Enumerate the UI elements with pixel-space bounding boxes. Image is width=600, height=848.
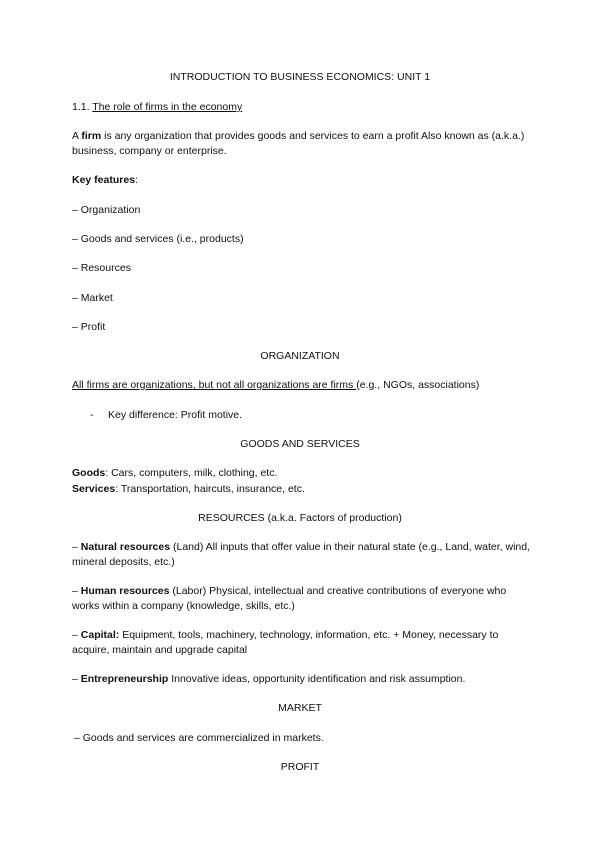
- resource-text: (Land) All inputs that offer value in their natural state (e.g., Land, water, wind, mineral deposits, etc.): [72, 541, 530, 568]
- bullet-dash: -: [90, 409, 94, 421]
- services-text: : Transportation, haircuts, insurance, etc.: [115, 483, 305, 495]
- profit-heading: PROFIT: [280, 761, 320, 773]
- key-feature-item: – Goods and services (i.e., products): [72, 233, 244, 245]
- services-label: Services: [72, 483, 116, 495]
- resource-dash: –: [72, 541, 81, 553]
- resource-item-human: [72, 584, 532, 614]
- resource-dash: –: [72, 629, 81, 641]
- section-heading: [72, 100, 532, 115]
- key-features-colon: :: [135, 174, 138, 186]
- key-features-label: Key features: [72, 174, 136, 186]
- organization-underlined: All firms are organizations, but not all organizations are firms: [72, 379, 357, 391]
- resources-heading: RESOURCES (a.k.a. Factors of production): [198, 512, 402, 524]
- resource-text: Innovative ideas, opportunity identification and risk assumption.: [168, 673, 466, 685]
- resource-item-entrepreneurship: [72, 672, 532, 687]
- resource-dash: –: [72, 585, 81, 597]
- definition-text: is any organization that provides goods and services to earn a profit Also known as (a.k.a.) business, company or enterprise.: [72, 130, 525, 157]
- resource-text: (Labor) Physical, intellectual and creative contributions of everyone who works within a company (knowledge, skills, etc.): [72, 585, 507, 612]
- goods-label: Goods: [72, 467, 106, 479]
- goods-services-heading: GOODS AND SERVICES: [240, 438, 360, 450]
- organization-statement: [72, 378, 532, 393]
- key-features-heading: [72, 173, 532, 188]
- organization-bullet: [90, 408, 550, 423]
- organization-heading: ORGANIZATION: [260, 350, 340, 362]
- resource-label: Human resources: [80, 585, 170, 597]
- resource-label: Capital:: [80, 629, 120, 641]
- section-number: 1.1.: [72, 101, 90, 113]
- services-line: [72, 482, 532, 497]
- section-title: The role of firms in the economy: [92, 101, 243, 113]
- goods-line: [72, 466, 532, 481]
- key-feature-item: – Market: [72, 292, 113, 304]
- firm-definition: [72, 129, 532, 159]
- goods-text: : Cars, computers, milk, clothing, etc.: [105, 467, 278, 479]
- market-text: – Goods and services are commercialized in markets.: [74, 732, 324, 744]
- definition-lead: A: [72, 130, 82, 142]
- organization-examples: (e.g., NGOs, associations): [356, 379, 480, 391]
- resource-text: Equipment, tools, machinery, technology, information, etc. + Money, necessary to acquire, maintain and upgrade capital: [72, 629, 499, 656]
- resource-item-capital: [72, 628, 532, 658]
- resource-dash: –: [72, 673, 81, 685]
- resource-label: Entrepreneurship: [80, 673, 169, 685]
- bullet-text: Key difference: Profit motive.: [108, 409, 243, 421]
- key-feature-item: – Organization: [72, 204, 141, 216]
- resource-item-natural: [72, 540, 532, 570]
- resource-label: Natural resources: [80, 541, 171, 553]
- definition-term: firm: [81, 130, 102, 142]
- market-heading: MARKET: [278, 702, 322, 714]
- key-feature-item: – Resources: [72, 262, 131, 274]
- document-title: INTRODUCTION TO BUSINESS ECONOMICS: UNIT 1: [169, 71, 431, 83]
- key-feature-item: – Profit: [72, 321, 106, 333]
